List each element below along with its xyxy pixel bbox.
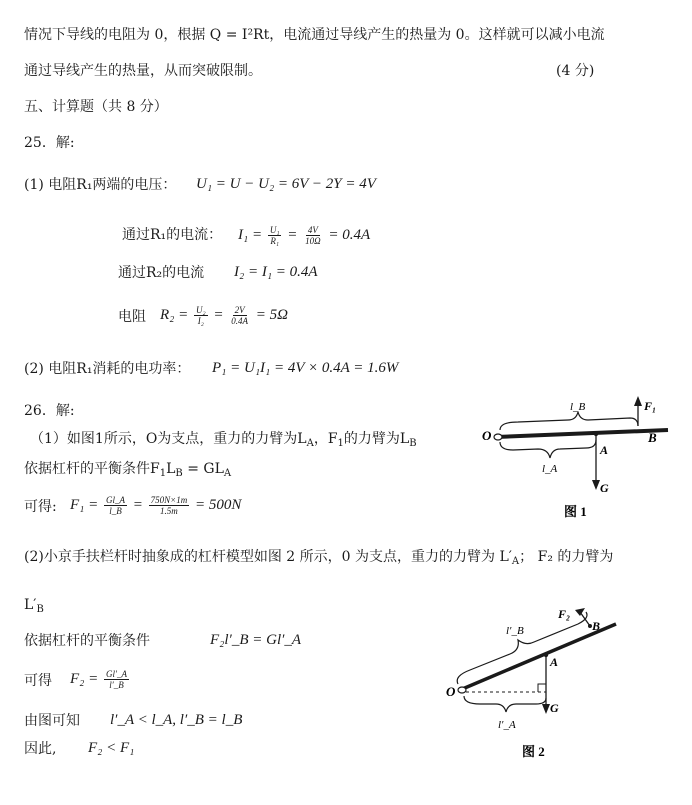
q26-compare-equation: l′_A < l_A, l′_B = l_B [110, 712, 243, 728]
q25-part2-label: (2) 电阻R₁消耗的电功率： [24, 361, 191, 377]
q25-current-frac1: $\frac{\text{U₁}}{\text{R₁}}$ [269, 225, 280, 247]
q25-part1-label: (1) 电阻R₁两端的电压： [24, 177, 177, 193]
fig2-pivot [458, 687, 466, 693]
figure-2 [440, 604, 630, 764]
fig1-label-A: A [600, 443, 609, 457]
fig1-lever [496, 430, 668, 437]
q26-balance2-label: 依据杠杆的平衡条件 [24, 633, 150, 649]
q26-compare-label: 由图可知 [24, 713, 80, 729]
q26-balance-text: 依据杠杆的平衡条件$F_1L_B = GL_A$ [24, 461, 232, 479]
q25-label: 25．解: [24, 135, 75, 151]
q25-resist-rhs: = 5Ω [255, 307, 288, 323]
fig1-brace-lA [500, 440, 596, 458]
fig1-label-lB: l_B [570, 401, 586, 413]
q25-resist-lhs: R₂ = [160, 307, 189, 323]
intro-line-1: 情况下导线的电阻为 0，根据 Q = I²Rt，电流通过导线产生的热量为 0。这样就可以减小电流 [24, 27, 605, 43]
fig1-caption: 图 1 [564, 504, 587, 519]
fig1-label-G: G [600, 481, 609, 495]
fig1-brace-lB [500, 412, 638, 430]
fig1-label-lA: l_A [542, 463, 558, 475]
q25-current-equation: I₁ = $\frac{\text{U₁}}{\text{R₁}}$ = $\frac{4V}{10\Omega}$ = 0.4A [238, 225, 371, 247]
fig2-label-B: B [592, 619, 601, 633]
fig2-label-A: A [550, 655, 559, 669]
q25-resist-label: 电阻 [118, 309, 146, 325]
q26-result2-equation: F₂ = $\frac{Gl'\_A}{l'\_B}$ [70, 669, 127, 691]
fig2-label-G: G [550, 701, 559, 715]
fig2-caption: 图 2 [522, 744, 545, 759]
q26-conclusion-equation: F₂ < F₁ [88, 740, 135, 756]
q25-current2-label: 通过R₂的电流 [118, 265, 205, 281]
fig2-label-F2: F₂ [558, 607, 571, 621]
q26-label: 26．解: [24, 403, 75, 419]
q26-balance2-equation: F₂l′_B = Gl′_A [210, 632, 302, 648]
q25-resist-frac1: $\frac{\text{U₂}}{\text{I₂}}$ [196, 305, 206, 327]
fig2-label-lB: l′_B [506, 625, 524, 637]
fig2-label-lA: l′_A [498, 719, 516, 731]
q25-resist-equation: R₂ = $\frac{\text{U₂}}{\text{I₂}}$ = $\frac{2V}{0.4A}$ = 5Ω [160, 305, 288, 327]
fig2-right-angle [538, 684, 546, 692]
q26-part2-continued: $L'_B$ [24, 597, 44, 615]
fig2-G-arrowhead [542, 704, 550, 714]
fig1-label-F1: F₁ [644, 399, 657, 413]
fig2-brace-lA [464, 696, 546, 712]
q25-current-rhs: = 0.4A [328, 227, 371, 243]
q26-result-label: 可得: [24, 499, 57, 515]
q26-part1-text: （1）如图1所示，O为支点，重力的力臂为$L_A$，$F_1$的力臂为$L_B$ [30, 431, 417, 449]
q25-current-frac2: $\frac{4V}{10\Omega}$ [305, 225, 321, 247]
q25-current-lhs: I₁ = [238, 227, 263, 243]
fig2-lever [460, 624, 616, 690]
q26-result2-frac: $\frac{Gl'\_A}{l'\_B}$ [106, 669, 127, 691]
fig1-F1-arrowhead [634, 396, 642, 406]
fig2-label-O: O [446, 684, 456, 699]
fig1-pivot [494, 434, 502, 440]
q26-result2-label: 可得 [24, 673, 52, 689]
q26-part2-text: (2)小京手扶栏杆时抽象成的杠杆模型如图 2 所示，0 为支点，重力的力臂为 $L'_A$； F₂ 的力臂为 [24, 549, 614, 567]
q26-result-equation: F₁ = $\frac{Gl\_A}{l\_B}$ = $\frac{750N\times 1m}{1.5m}$ = 500N [70, 495, 242, 517]
fig2-F2-line [580, 612, 590, 626]
section-title: 五、计算题（共 8 分） [24, 99, 168, 115]
fig1-label-O: O [482, 428, 492, 443]
fig2-brace-lB [457, 612, 587, 684]
intro-line-2: 通过导线产生的热量，从而突破限制。 [24, 63, 262, 79]
q25-current-label: 通过R₁的电流： [122, 227, 223, 243]
fig2-F2-arrowhead [575, 608, 585, 616]
q25-part2-equation: P₁ = U₁I₁ = 4V × 0.4A = 1.6W [212, 360, 399, 376]
figure-1 [478, 392, 678, 522]
fig1-G-arrowhead [592, 480, 600, 490]
intro-score: (4 分) [556, 63, 595, 79]
q26-conclusion-label: 因此, [24, 741, 57, 757]
q26-result-frac1: $\frac{Gl\_A}{l\_B}$ [106, 495, 125, 517]
q25-part1-equation: U₁ = U − U₂ = 6V − 2Y = 4V [196, 176, 376, 192]
q25-resist-frac2: $\frac{2V}{0.4A}$ [231, 305, 249, 327]
q26-result-frac2: $\frac{750N\times 1m}{1.5m}$ [150, 495, 188, 517]
fig1-label-B: B [648, 430, 657, 445]
q25-current2-equation: I₂ = I₁ = 0.4A [234, 264, 318, 280]
